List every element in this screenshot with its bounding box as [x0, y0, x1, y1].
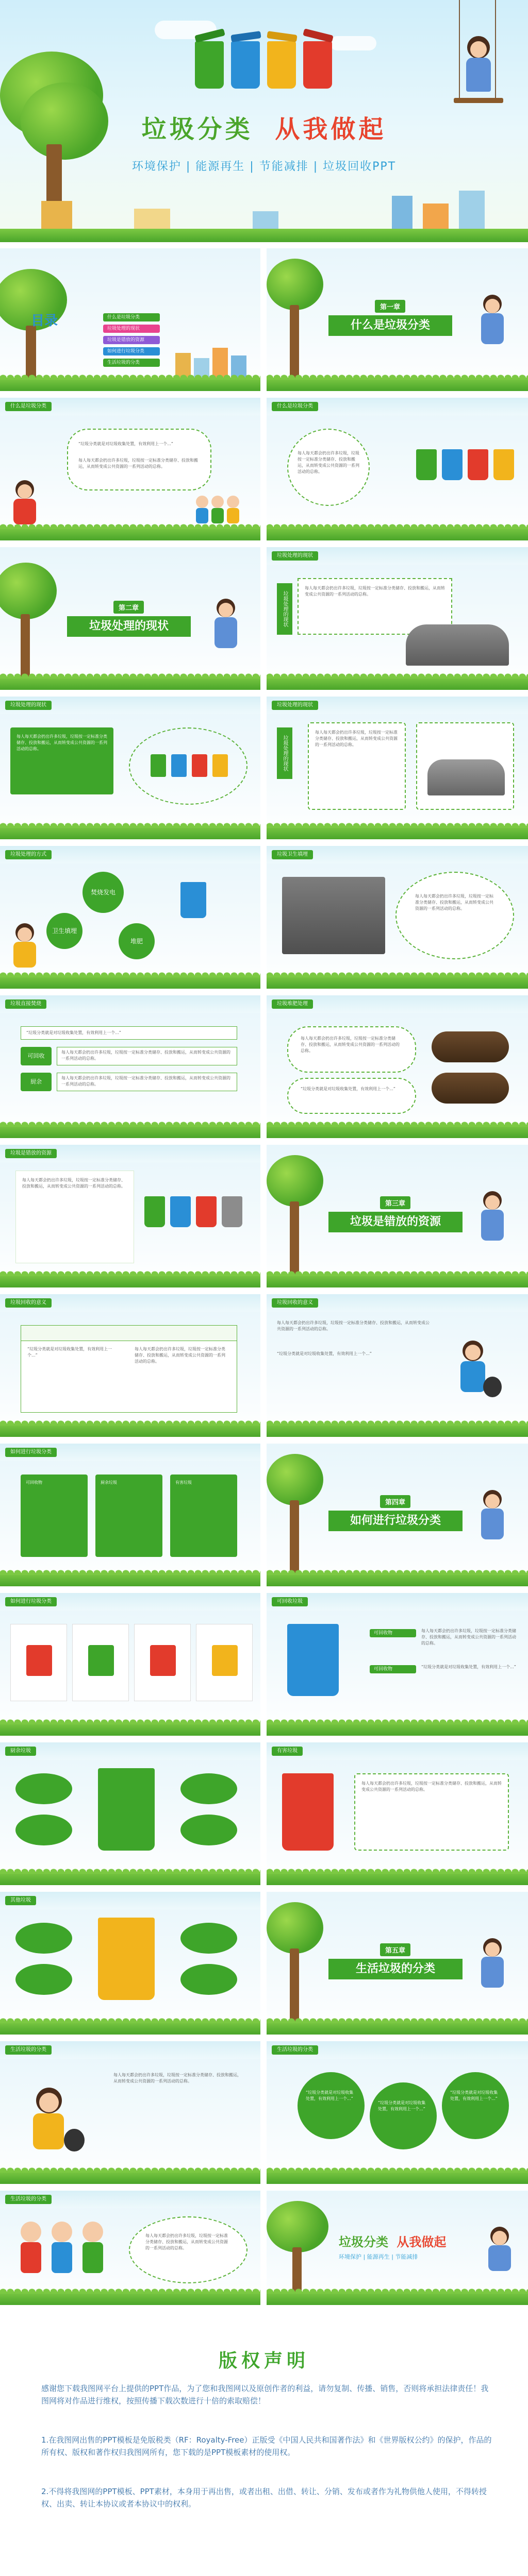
card-1: 可回收物 [21, 1475, 88, 1557]
bubble-quote: “垃圾分类就是对垃圾收集处置，有效利用上一个...” [78, 442, 173, 446]
toc-item-1[interactable]: 什么是垃圾分类 [103, 313, 160, 321]
tag-recycle: 可回收 [21, 1047, 52, 1065]
text-strip: “垃圾分类就是对垃圾收集处置，有效利用上一个...” [21, 1026, 237, 1040]
slide-header: 垃圾卫生填埋 [272, 850, 313, 859]
bin-blue [442, 449, 463, 480]
copyright-paragraph-2: 1.在我图网出售的PPT模板是免版税类（RF：Royalty-Free）正版受《中国人民共和国著作法》和《世界版权公约》的保护，作品的所有权、版权和著作权归我图网所有，您下载的是PPT模板素材的使用权。 [41, 2435, 492, 2457]
text-frame [308, 722, 406, 810]
blob [15, 1964, 72, 1995]
copyright-title: 版权声明 [218, 2350, 309, 2371]
slide-header: 垃圾处理的方式 [5, 850, 52, 859]
slide-meaning-2 [267, 1294, 528, 1437]
city-illustration [31, 185, 528, 232]
copyright-paragraph-1: 感谢您下载我图网平台上提供的PPT作品，为了您和我图网以及原创作者的利益，请勿复制、传播、销售，否则将承担法律责任！我图网将对作品进行维权，按照传播下载次数进行十倍的索取赔偿！ [41, 2384, 489, 2405]
girl-on-swing-illustration [443, 0, 516, 118]
circle-text: 每人每天都会扔出许多垃圾，垃圾按一定标准分类储存、投放和搬运，从而转变成公共资源的一系列活动的总称。 [298, 451, 359, 474]
slide-household-3 [0, 2191, 260, 2305]
chapter-1-title: 什么是垃圾分类 [328, 315, 452, 336]
slide-other-waste [0, 1892, 260, 2035]
landfill-photo [406, 624, 509, 666]
copyright-paragraph-3: 2.不得将我图网的PPT模板、PPT素材，本身用于再出售，或者出租、出借、转让、分销、发布或者作为礼物供他人使用，不得转授权、出卖、转让本协议或者本协议中的权利。 [41, 2487, 487, 2509]
tag-kitchen: 厨余 [21, 1073, 52, 1091]
slide-chapter-2 [0, 547, 260, 690]
chapter-2-label: 第二章 [113, 601, 144, 614]
slide-toc [0, 248, 260, 391]
tree-illustration [267, 1902, 323, 2031]
other-bin [98, 1918, 155, 2000]
girl-on-swing-illustration [206, 578, 248, 660]
slide-status-2 [0, 697, 260, 839]
text-panel: 每人每天都会扔出许多垃圾，垃圾按一定标准分类储存、投放和搬运，从而转变成公共资源的一系列活动的总称。 [15, 1171, 134, 1263]
slide-recyclable-bin: 可回收垃圾 可回收物 每人每天都会扔出许多垃圾，垃圾按一定标准分类储存、投放和搬运，从而转变成公共资源的一系列活动的总称。 可回收物 “垃圾分类就是对垃圾收集处置，有效利用上一个...” [267, 1593, 528, 1736]
blob [15, 1773, 72, 1804]
category-card [196, 1624, 253, 1701]
ending-subtitle: 环境保护 | 能源再生 | 节能减排 [339, 2253, 418, 2260]
hero-slide [0, 0, 528, 242]
slide-household-2 [267, 2041, 528, 2184]
slide-header: 垃圾直接焚烧 [5, 999, 46, 1009]
text-block: 每人每天都会扔出许多垃圾，垃圾按一定标准分类储存、投放和搬运，从而转变成公共资源的一系列活动的总称。 [113, 2073, 241, 2083]
slide-what-is-sorting-1 [0, 398, 260, 540]
bin-yellow [493, 449, 514, 480]
bins-illustration [144, 1181, 248, 1253]
slide-resource [0, 1145, 260, 1287]
bubble-body: 每人每天都会扔出许多垃圾，垃圾按一定标准分类储存、投放和搬运，从而转变成公共资源的一系列活动的总称。 [78, 458, 198, 469]
slide-header: 如何进行垃圾分类 [5, 1597, 57, 1606]
slide-methods [0, 846, 260, 989]
photo-frame [416, 722, 514, 810]
blob [180, 1964, 237, 1995]
slide-compost [267, 995, 528, 1138]
slide-status-3 [267, 697, 528, 839]
slide-header: 如何进行垃圾分类 [5, 1448, 57, 1457]
hero-title [0, 109, 528, 145]
frame-text: 每人每天都会扔出许多垃圾，垃圾按一定标准分类储存、投放和搬运，从而转变成公共资源的一系列活动的总称。 [315, 730, 398, 747]
toc-item-4[interactable]: 如何进行垃圾分类 [103, 347, 160, 355]
recyclable-bin [287, 1624, 339, 1696]
kind-label: 可回收物 [370, 1629, 416, 1637]
kids-group-illustration [196, 490, 253, 527]
slide-header: 垃圾回收的意义 [272, 1298, 318, 1308]
text-circle [287, 429, 370, 506]
slide-chapter-3 [267, 1145, 528, 1287]
items-frame: 每人每天都会扔出许多垃圾，垃圾按一定标准分类储存、投放和搬运，从而转变成公共资源的一系列活动的总称。 [354, 1773, 509, 1851]
girl-with-bag-illustration [452, 1341, 504, 1418]
slide-recyclables [0, 1593, 260, 1736]
chapter-5-label: 第五章 [380, 1943, 410, 1956]
chapter-3-title: 垃圾是错放的资源 [328, 1212, 463, 1232]
slide-header: 垃圾是错放的资源 [5, 1149, 57, 1158]
girl-on-swing-illustration [473, 1469, 514, 1562]
toc-item-2[interactable]: 垃圾处理的现状 [103, 325, 160, 333]
hero-title-part2: 从我做起 [275, 115, 387, 144]
slide-meaning-1 [0, 1294, 260, 1437]
text-circle [395, 872, 514, 959]
slide-header: 垃圾堆肥处理 [272, 999, 313, 1009]
slide-household-1 [0, 2041, 260, 2184]
chapter-1-label: 第一章 [375, 300, 405, 313]
girl-illustration [10, 923, 41, 975]
tree-illustration [0, 563, 62, 686]
bin-green [416, 449, 437, 480]
slide-header: 垃圾处理的现状 [272, 701, 318, 710]
green-circle: “垃圾分类就是对垃圾收集处置，有效利用上一个...” [442, 2072, 509, 2139]
category-card [72, 1624, 129, 1701]
slide-chapter-4 [267, 1444, 528, 1586]
green-circle: “垃圾分类就是对垃圾收集处置，有效利用上一个...” [298, 2072, 365, 2139]
circle-text: 每人每天都会扔出许多垃圾，垃圾按一定标准分类储存、投放和搬运，从而转变成公共资源的一系列活动的总称。 [415, 894, 493, 911]
slide-header: 其他垃圾 [5, 1896, 36, 1905]
bins-illustration [195, 21, 334, 98]
toc-title: 目录 [31, 313, 58, 329]
vertical-tag: 垃圾处理的现状 [277, 727, 292, 779]
slide-incineration [0, 995, 260, 1138]
blob [15, 1923, 72, 1954]
hero-title-part1: 垃圾分类 [141, 115, 253, 144]
slide-kitchen-waste [0, 1742, 260, 1885]
slide-header: 生活垃圾的分类 [272, 2045, 318, 2055]
girl-on-swing-illustration [473, 1171, 514, 1263]
girl-on-swing-illustration [473, 274, 514, 367]
slide-header: 生活垃圾的分类 [5, 2045, 52, 2055]
chapter-4-label: 第四章 [380, 1495, 410, 1508]
tree-illustration [267, 1454, 323, 1583]
children-illustration [10, 2216, 113, 2289]
info-table: “垃圾分类就是对垃圾收集处置，有效利用上一个...” 每人每天都会扔出许多垃圾，垃圾按一定标准分类储存、投放和搬运，从而转变成公共资源的一系列活动的总称。 [21, 1325, 237, 1413]
chapter-3-label: 第三章 [380, 1196, 410, 1209]
green-circle: “垃圾分类就是对垃圾收集处置，有效利用上一个...” [370, 2082, 437, 2149]
bins-circle [129, 727, 248, 805]
slide-header: 垃圾回收的意义 [5, 1298, 52, 1308]
slide-header: 有害垃圾 [272, 1747, 303, 1756]
toc-item-5[interactable]: 生活垃圾的分类 [103, 359, 160, 367]
text-circle: 每人每天都会扔出许多垃圾，垃圾按一定标准分类储存、投放和搬运，从而转变成公共资源的一系列活动的总称。 [129, 2216, 248, 2283]
slide-how-to-sort [0, 1444, 260, 1586]
category-card [134, 1624, 191, 1701]
card-3: 有害垃圾 [170, 1475, 237, 1557]
girl-on-swing-illustration [473, 1918, 514, 2010]
blob [180, 1815, 237, 1845]
card-text: 每人每天都会扔出许多垃圾，垃圾按一定标准分类储存、投放和搬运，从而转变成公共资源的一系列活动的总称。 [16, 734, 107, 751]
slide-header: 可回收垃圾 [272, 1597, 308, 1606]
cloud [330, 36, 376, 50]
slide-header: 生活垃圾的分类 [5, 2195, 52, 2204]
slide-header: 厨余垃圾 [5, 1747, 36, 1756]
frame-text: 每人每天都会扔出许多垃圾，垃圾按一定标准分类储存、投放和搬运，从而转变成公共资源的一系列活动的总称。 [305, 586, 445, 597]
kind-label: 可回收物 [370, 1665, 416, 1673]
blob [15, 1815, 72, 1845]
slide-header: 垃圾处理的现状 [272, 551, 318, 561]
vertical-tag: 垃圾处理的现状 [277, 583, 292, 635]
compost-photo [432, 1073, 509, 1104]
toc-item-3[interactable]: 垃圾是错放的资源 [103, 336, 160, 344]
copyright-section [0, 2310, 528, 2576]
bullet-list: 每人每天都会扔出许多垃圾，垃圾按一定标准分类储存、投放和搬运，从而转变成公共资源的一系列活动的总称。 “垃圾分类就是对垃圾收集处置，有效利用上一个...” [277, 1320, 430, 1356]
speech-bubble: 每人每天都会扔出许多垃圾，垃圾按一定标准分类储存、投放和搬运，从而转变成公共资源的一系列活动的总称。 [287, 1026, 416, 1073]
blob [180, 1923, 237, 1954]
girl-with-bag-illustration [21, 2088, 82, 2165]
slide-status-1 [267, 547, 528, 690]
bin-red [468, 449, 488, 480]
tree-illustration [267, 259, 323, 387]
ending-title: 垃圾分类 从我做起 [339, 2235, 447, 2249]
bin-blue [180, 882, 206, 918]
slide-hazardous [267, 1742, 528, 1885]
info-card [10, 727, 113, 794]
slide-what-is-sorting-2 [267, 398, 528, 540]
method-burn: 焚烧发电 [82, 872, 124, 913]
speech-bubble [67, 429, 211, 490]
chapter-4-title: 如何进行垃圾分类 [328, 1511, 463, 1531]
slide-header: 垃圾处理的现状 [5, 701, 52, 710]
slide-header: 什么是垃圾分类 [272, 402, 318, 411]
chapter-5-title: 生活垃圾的分类 [328, 1959, 463, 1979]
slide-header: 什么是垃圾分类 [5, 402, 52, 411]
girl-on-swing-illustration [483, 2206, 519, 2283]
speech-bubble: “垃圾分类就是对垃圾收集处置，有效利用上一个...” [287, 1078, 416, 1114]
slide-chapter-1 [267, 248, 528, 391]
hero-subtitle: 环境保护 | 能源再生 | 节能减排 | 垃圾回收PPT [131, 160, 397, 173]
text-row: 每人每天都会扔出许多垃圾，垃圾按一定标准分类储存、投放和搬运，从而转变成公共资源的一系列活动的总称。 [57, 1073, 237, 1091]
blob [180, 1773, 237, 1804]
slide-landfill [267, 846, 528, 989]
slide-chapter-5 [267, 1892, 528, 2035]
card-2: 厨余垃圾 [95, 1475, 162, 1557]
text-row: 每人每天都会扔出许多垃圾，垃圾按一定标准分类储存、投放和搬运，从而转变成公共资源的一系列活动的总称。 [57, 1047, 237, 1065]
landfill-photo [282, 877, 385, 954]
grass-strip [0, 229, 528, 242]
tree-illustration [267, 1155, 323, 1284]
kitchen-bin [98, 1768, 155, 1851]
slide-ending [267, 2191, 528, 2305]
method-landfill: 卫生填埋 [46, 913, 82, 949]
compost-photo [432, 1031, 509, 1062]
category-card [10, 1624, 67, 1701]
chapter-2-title: 垃圾处理的现状 [67, 616, 191, 637]
hazardous-bin [282, 1773, 334, 1851]
method-compost: 堆肥 [119, 923, 155, 959]
